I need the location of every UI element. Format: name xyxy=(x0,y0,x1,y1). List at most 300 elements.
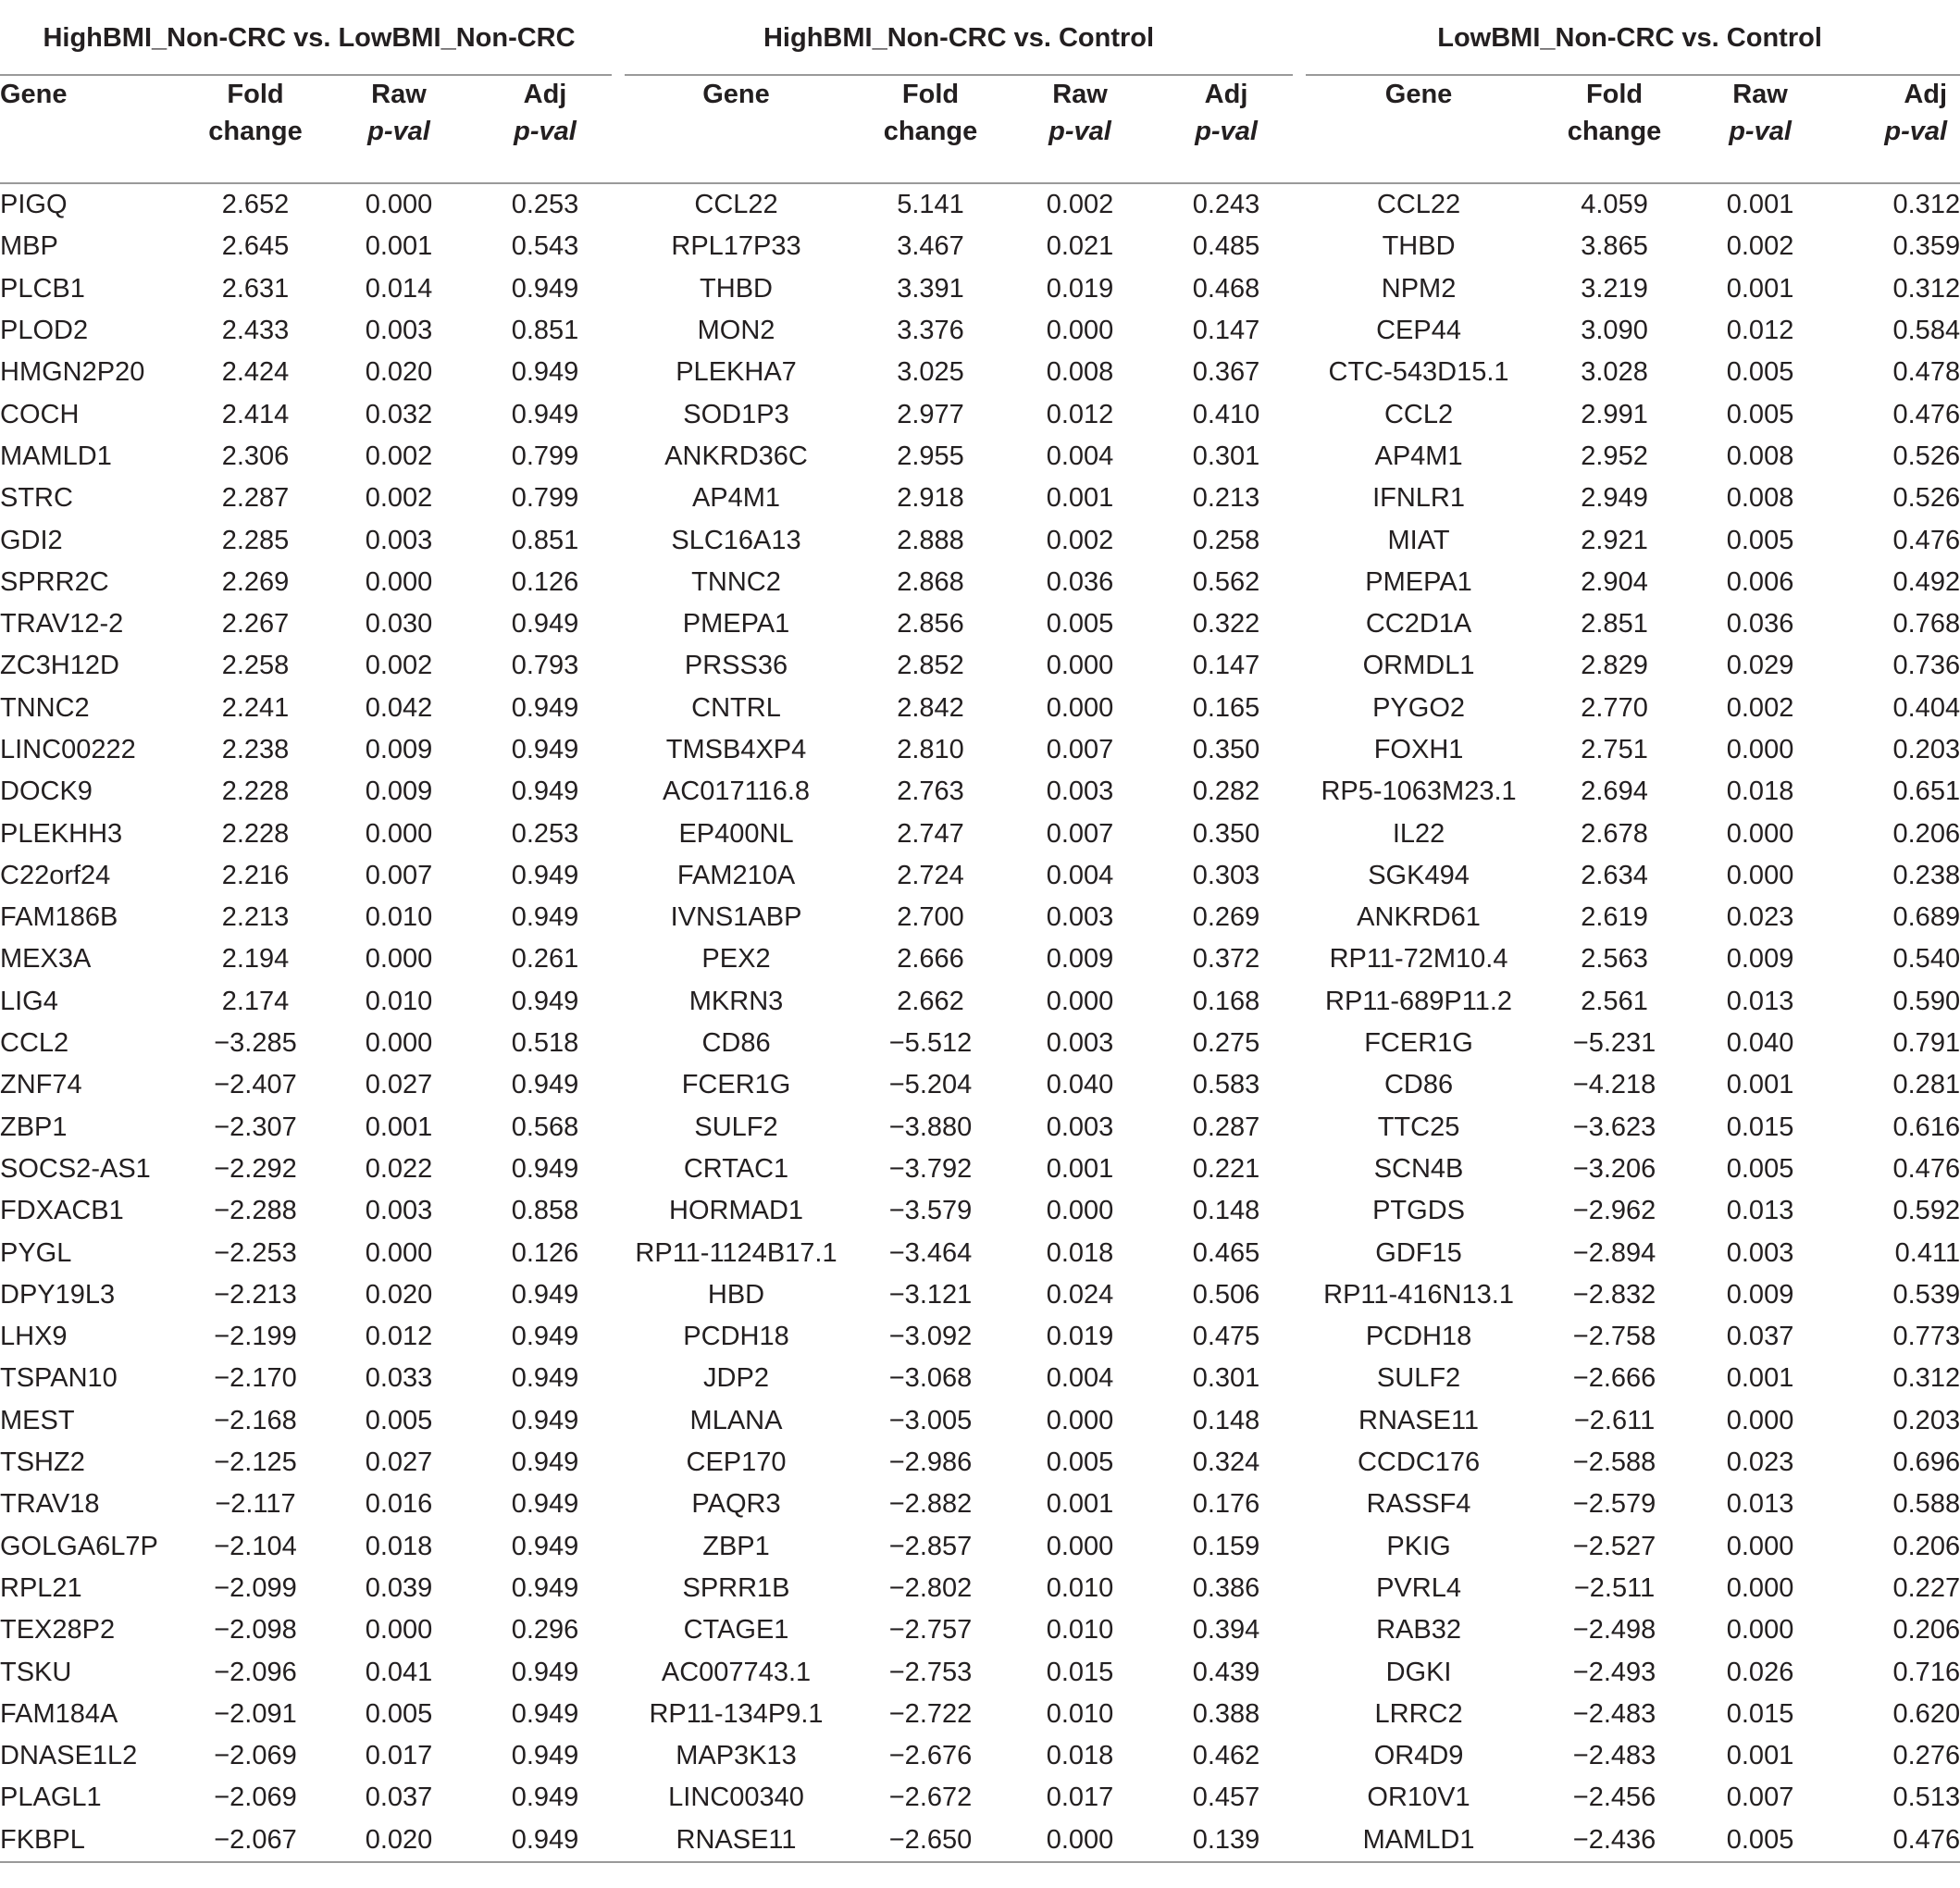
adj-pval-cell: 0.949 xyxy=(511,735,579,764)
adj-pval-cell: 0.312 xyxy=(1892,190,1960,220)
fold-change-cell: 2.952 xyxy=(1581,441,1648,471)
gene-cell: FDXACB1 xyxy=(0,1196,124,1226)
fold-change-cell: −2.650 xyxy=(854,1820,1007,1862)
raw-pval-cell: 0.014 xyxy=(365,273,433,304)
gene-cell: ZC3H12D xyxy=(0,651,119,681)
fold-change-cell: 3.865 xyxy=(1581,231,1648,262)
adj-pval-cell: 0.372 xyxy=(1192,944,1260,975)
adj-pval-column-header: Adj p-val xyxy=(1830,76,1960,183)
fold-change-cell: −2.832 xyxy=(1572,1279,1656,1310)
fold-change-cell: 2.842 xyxy=(897,692,964,723)
raw-pval-cell: 0.000 xyxy=(1046,692,1114,723)
table-row xyxy=(0,981,1960,1023)
fold-change-cell: −5.204 xyxy=(888,1070,973,1100)
fold-change-cell: −2.292 xyxy=(214,1153,297,1184)
adj-pval-cell: 0.126 xyxy=(511,566,579,597)
column-header-row xyxy=(0,76,1960,183)
adj-pval-cell: 0.526 xyxy=(1892,483,1960,514)
adj-pval-cell: 0.949 xyxy=(511,1741,579,1771)
adj-pval-cell: 0.949 xyxy=(511,1070,579,1100)
adj-pval-cell: 0.206 xyxy=(1892,1615,1960,1646)
raw-pval-cell: 0.040 xyxy=(1726,1028,1794,1059)
raw-pval-cell: 0.004 xyxy=(1046,1363,1114,1394)
gene-cell: TRAV12-2 xyxy=(0,609,124,640)
fold-change-cell: 2.561 xyxy=(1581,986,1648,1016)
gene-cell: TSPAN10 xyxy=(0,1363,118,1394)
gene-cell: CD86 xyxy=(701,1028,771,1059)
adj-pval-cell: 0.203 xyxy=(1892,735,1960,764)
gene-cell: PTGDS xyxy=(1372,1196,1465,1226)
adj-pval-column-header: Adj p-val xyxy=(1153,76,1299,183)
fold-change-cell: 3.025 xyxy=(897,357,964,388)
gene-cell: SPRR1B xyxy=(682,1572,790,1603)
comparison-header-row xyxy=(0,0,1960,76)
fold-change-cell: 2.868 xyxy=(897,566,964,597)
raw-pval-cell: 0.003 xyxy=(365,525,433,555)
fold-change-cell: −2.986 xyxy=(888,1447,973,1478)
adj-pval-cell: 0.282 xyxy=(1192,776,1260,807)
adj-pval-cell: 0.485 xyxy=(1192,231,1260,262)
gene-cell: RAB32 xyxy=(1376,1615,1461,1646)
adj-pval-cell: 0.568 xyxy=(511,1112,579,1142)
gene-cell: DPY19L3 xyxy=(0,1279,116,1310)
fold-change-cell: −2.125 xyxy=(214,1447,297,1478)
raw-pval-cell: 0.001 xyxy=(1046,1153,1114,1184)
gene-cell: TEX28P2 xyxy=(0,1615,116,1646)
gene-cell: PAQR3 xyxy=(691,1489,781,1520)
table-row xyxy=(0,1400,1960,1442)
gene-cell: CRTAC1 xyxy=(683,1153,789,1184)
raw-pval-cell: 0.009 xyxy=(365,776,433,807)
raw-pval-cell: 0.006 xyxy=(1726,566,1794,597)
gene-cell: MAMLD1 xyxy=(0,441,112,471)
adj-pval-cell: 0.476 xyxy=(1892,525,1960,555)
table-row xyxy=(0,1064,1960,1106)
fold-change-cell: 2.652 xyxy=(221,190,290,220)
gene-cell: PLAGL1 xyxy=(0,1782,102,1813)
raw-pval-cell: 0.020 xyxy=(365,1279,433,1310)
gene-cell: SULF2 xyxy=(694,1112,778,1142)
fold-change-column-header: Fold change xyxy=(1538,76,1691,183)
gene-cell: CNTRL xyxy=(691,692,781,723)
adj-pval-cell: 0.949 xyxy=(511,609,579,640)
adj-pval-cell: 0.492 xyxy=(1892,566,1960,597)
gene-cell: FAM184A xyxy=(0,1698,118,1729)
raw-pval-cell: 0.004 xyxy=(1046,860,1114,890)
adj-pval-cell: 0.394 xyxy=(1192,1615,1260,1646)
fold-change-cell: 2.631 xyxy=(221,273,290,304)
raw-pval-cell: 0.002 xyxy=(365,651,433,681)
raw-pval-cell: 0.000 xyxy=(1726,1531,1794,1561)
gene-cell: C22orf24 xyxy=(0,860,111,890)
table-row xyxy=(0,183,1960,226)
fold-change-cell: 2.238 xyxy=(221,735,290,764)
adj-pval-cell: 0.949 xyxy=(511,1698,579,1729)
raw-pval-cell: 0.027 xyxy=(365,1447,433,1478)
raw-pval-cell: 0.005 xyxy=(1691,1820,1830,1862)
raw-pval-cell: 0.000 xyxy=(1046,986,1114,1016)
fold-change-cell: 4.059 xyxy=(1581,190,1648,220)
gene-cell: CTC-543D15.1 xyxy=(1328,357,1509,388)
table-row xyxy=(0,645,1960,687)
fold-change-cell: 2.949 xyxy=(1581,483,1648,514)
gene-cell: SGK494 xyxy=(1368,860,1470,890)
adj-pval-cell: 0.221 xyxy=(1192,1153,1260,1184)
gene-cell: SPRR2C xyxy=(0,566,109,597)
adj-pval-cell: 0.949 xyxy=(511,1782,579,1813)
adj-pval-cell: 0.949 xyxy=(511,1153,579,1184)
fold-change-cell: −2.199 xyxy=(214,1322,297,1352)
adj-pval-cell: 0.238 xyxy=(1892,860,1960,890)
fold-change-cell: 2.645 xyxy=(221,231,290,262)
fold-change-cell: 2.619 xyxy=(1581,902,1648,933)
gene-cell: PCDH18 xyxy=(683,1322,789,1352)
raw-pval-cell: 0.000 xyxy=(1726,818,1794,849)
raw-pval-cell: 0.002 xyxy=(1726,231,1794,262)
fold-change-cell: 2.700 xyxy=(897,902,964,933)
fold-change-cell: −4.218 xyxy=(1572,1070,1656,1100)
adj-pval-cell: 0.583 xyxy=(1192,1070,1260,1100)
adj-pval-cell: 0.206 xyxy=(1892,1531,1960,1561)
raw-pval-cell: 0.013 xyxy=(1726,1489,1794,1520)
gene-cell: LHX9 xyxy=(0,1322,68,1352)
gene-cell: TNNC2 xyxy=(0,692,90,723)
raw-pval-cell: 0.000 xyxy=(365,1237,433,1268)
table-row xyxy=(0,226,1960,267)
adj-pval-cell: 0.227 xyxy=(1892,1572,1960,1603)
adj-pval-cell: 0.386 xyxy=(1192,1572,1260,1603)
gene-cell: CEP44 xyxy=(1376,316,1461,346)
table-row xyxy=(0,855,1960,897)
gene-cell: AC007743.1 xyxy=(661,1657,812,1687)
raw-pval-cell: 0.010 xyxy=(1046,1572,1114,1603)
raw-pval-cell: 0.010 xyxy=(1046,1615,1114,1646)
raw-pval-cell: 0.021 xyxy=(1046,231,1114,262)
gene-cell: RP11-134P9.1 xyxy=(649,1698,824,1729)
adj-pval-cell: 0.949 xyxy=(511,1489,579,1520)
gene-cell: ORMDL1 xyxy=(1362,651,1475,681)
raw-pval-cell: 0.013 xyxy=(1726,986,1794,1016)
fold-change-cell: 2.287 xyxy=(221,483,290,514)
raw-pval-cell: 0.004 xyxy=(1046,441,1114,471)
adj-pval-cell: 0.540 xyxy=(1892,944,1960,975)
table-row xyxy=(0,1568,1960,1609)
adj-pval-cell: 0.799 xyxy=(511,441,579,471)
fold-change-cell: 2.991 xyxy=(1581,399,1648,429)
raw-pval-cell: 0.008 xyxy=(1726,441,1794,471)
raw-pval-cell: 0.000 xyxy=(1726,1572,1794,1603)
raw-pval-cell: 0.003 xyxy=(1046,776,1114,807)
adj-pval-cell: 0.949 xyxy=(511,860,579,890)
adj-pval-cell: 0.476 xyxy=(1892,399,1960,429)
adj-pval-cell: 0.949 xyxy=(511,902,579,933)
fold-change-cell: 2.433 xyxy=(221,316,290,346)
raw-pval-cell: 0.005 xyxy=(365,1405,433,1435)
table-row xyxy=(0,268,1960,310)
gene-cell: IFNLR1 xyxy=(1372,483,1465,514)
gene-cell: CCL22 xyxy=(694,190,778,220)
adj-pval-cell: 0.768 xyxy=(1892,609,1960,640)
raw-pval-cell: 0.005 xyxy=(1726,399,1794,429)
adj-pval-cell: 0.359 xyxy=(1892,231,1960,262)
gene-cell: ZNF74 xyxy=(0,1070,82,1100)
gene-cell: DOCK9 xyxy=(0,776,93,807)
table-row xyxy=(0,603,1960,645)
fold-change-cell: 3.028 xyxy=(1581,357,1648,388)
table-row xyxy=(0,1735,1960,1777)
raw-pval-cell: 0.018 xyxy=(1726,776,1794,807)
adj-pval-cell: 0.139 xyxy=(1153,1820,1299,1862)
gene-cell: LINC00340 xyxy=(668,1782,804,1813)
comparison-header: HighBMI_Non-CRC vs. Control xyxy=(618,0,1299,76)
adj-pval-cell: 0.275 xyxy=(1192,1028,1260,1059)
gene-cell: LIG4 xyxy=(0,986,58,1016)
adj-pval-cell: 0.203 xyxy=(1892,1405,1960,1435)
fold-change-cell: 2.258 xyxy=(221,651,290,681)
fold-change-cell: 2.851 xyxy=(1581,609,1648,640)
raw-pval-cell: 0.023 xyxy=(1726,902,1794,933)
raw-pval-cell: 0.001 xyxy=(1046,1489,1114,1520)
raw-pval-cell: 0.009 xyxy=(1046,944,1114,975)
raw-pval-cell: 0.010 xyxy=(365,986,433,1016)
adj-pval-cell: 0.949 xyxy=(511,357,579,388)
adj-pval-cell: 0.506 xyxy=(1192,1279,1260,1310)
gene-cell: RASSF4 xyxy=(1366,1489,1471,1520)
raw-pval-cell: 0.012 xyxy=(365,1322,433,1352)
adj-pval-cell: 0.312 xyxy=(1892,1363,1960,1394)
gene-cell: NPM2 xyxy=(1381,273,1457,304)
fold-change-cell: −2.456 xyxy=(1572,1782,1656,1813)
raw-pval-cell: 0.000 xyxy=(365,190,433,220)
adj-pval-cell: 0.590 xyxy=(1892,986,1960,1016)
gene-cell: FCER1G xyxy=(1364,1028,1473,1059)
raw-pval-cell: 0.010 xyxy=(365,902,433,933)
fold-change-cell: −5.512 xyxy=(888,1028,973,1059)
adj-pval-column-header: Adj p-val xyxy=(472,76,618,183)
adj-pval-cell: 0.322 xyxy=(1192,609,1260,640)
fold-change-cell: −5.231 xyxy=(1572,1028,1656,1059)
adj-pval-cell: 0.949 xyxy=(511,1447,579,1478)
raw-pval-cell: 0.040 xyxy=(1046,1070,1114,1100)
gene-cell: ANKRD36C xyxy=(664,441,808,471)
table-row xyxy=(0,897,1960,938)
raw-pval-cell: 0.042 xyxy=(365,692,433,723)
gene-cell: CTAGE1 xyxy=(683,1615,789,1646)
fold-change-cell: −2.483 xyxy=(1572,1698,1656,1729)
fold-change-cell: −2.096 xyxy=(214,1657,297,1687)
comparison-header: HighBMI_Non-CRC vs. LowBMI_Non-CRC xyxy=(0,0,618,76)
gene-cell: SOD1P3 xyxy=(683,399,789,429)
fold-change-cell: 3.376 xyxy=(897,316,964,346)
raw-pval-cell: 0.008 xyxy=(1046,357,1114,388)
fold-change-cell: 2.285 xyxy=(221,525,290,555)
adj-pval-cell: 0.213 xyxy=(1192,483,1260,514)
adj-pval-cell: 0.296 xyxy=(511,1615,579,1646)
gene-cell: CC2D1A xyxy=(1365,609,1472,640)
gene-cell: IVNS1ABP xyxy=(670,902,802,933)
raw-pval-cell: 0.020 xyxy=(326,1820,472,1862)
gene-cell: PYGL xyxy=(0,1237,72,1268)
table-row xyxy=(0,1358,1960,1399)
raw-pval-cell: 0.000 xyxy=(365,818,433,849)
fold-change-cell: −2.753 xyxy=(888,1657,973,1687)
adj-pval-cell: 0.261 xyxy=(511,944,579,975)
raw-pval-cell: 0.000 xyxy=(1046,1531,1114,1561)
table-row xyxy=(0,1190,1960,1232)
raw-pval-cell: 0.013 xyxy=(1726,1196,1794,1226)
table-row xyxy=(0,1442,1960,1484)
gene-cell: TSHZ2 xyxy=(0,1447,85,1478)
gene-cell: ZBP1 xyxy=(0,1112,68,1142)
gene-cell: THBD xyxy=(700,273,773,304)
fold-change-cell: −2.288 xyxy=(214,1196,297,1226)
table-row xyxy=(0,436,1960,478)
raw-pval-cell: 0.009 xyxy=(1726,1279,1794,1310)
adj-pval-cell: 0.949 xyxy=(511,986,579,1016)
gene-cell: RNASE11 xyxy=(1358,1405,1480,1435)
gene-cell: JDP2 xyxy=(703,1363,769,1394)
adj-pval-cell: 0.287 xyxy=(1192,1112,1260,1142)
gene-cell: SLC16A13 xyxy=(671,525,801,555)
table-row xyxy=(0,1777,1960,1819)
adj-pval-cell: 0.620 xyxy=(1892,1698,1960,1729)
gene-cell: PLCB1 xyxy=(0,273,85,304)
raw-pval-cell: 0.002 xyxy=(365,483,433,514)
fold-change-cell: 2.228 xyxy=(221,776,290,807)
gene-cell: SOCS2-AS1 xyxy=(0,1153,151,1184)
gene-cell: MEST xyxy=(0,1405,75,1435)
gene-cell: RP5-1063M23.1 xyxy=(1321,776,1517,807)
adj-pval-cell: 0.148 xyxy=(1192,1405,1260,1435)
gene-cell: PCDH18 xyxy=(1365,1322,1472,1352)
raw-pval-cell: 0.007 xyxy=(365,860,433,890)
gene-cell: HMGN2P20 xyxy=(0,357,145,388)
adj-pval-cell: 0.312 xyxy=(1892,273,1960,304)
fold-change-cell: 3.467 xyxy=(897,231,964,262)
adj-pval-cell: 0.301 xyxy=(1192,1363,1260,1394)
adj-pval-cell: 0.696 xyxy=(1892,1447,1960,1478)
adj-pval-cell: 0.949 xyxy=(511,1572,579,1603)
gene-cell: MAMLD1 xyxy=(1299,1820,1538,1862)
fold-change-cell: 2.269 xyxy=(221,566,290,597)
fold-change-cell: −2.498 xyxy=(1572,1615,1656,1646)
fold-change-cell: −2.069 xyxy=(214,1782,297,1813)
fold-change-cell: −2.579 xyxy=(1572,1489,1656,1520)
gene-cell: MAP3K13 xyxy=(676,1741,797,1771)
raw-pval-cell: 0.017 xyxy=(1046,1782,1114,1813)
fold-change-cell: −3.068 xyxy=(888,1363,973,1394)
fold-change-cell: −2.666 xyxy=(1572,1363,1656,1394)
table-row xyxy=(0,729,1960,771)
raw-pval-cell: 0.003 xyxy=(1046,1028,1114,1059)
fold-change-cell: −3.623 xyxy=(1572,1112,1656,1142)
adj-pval-cell: 0.147 xyxy=(1192,651,1260,681)
fold-change-cell: −3.206 xyxy=(1572,1153,1656,1184)
raw-pval-cell: 0.002 xyxy=(365,441,433,471)
fold-change-cell: −2.099 xyxy=(214,1572,297,1603)
adj-pval-cell: 0.350 xyxy=(1192,735,1260,764)
gene-cell: TSKU xyxy=(0,1657,72,1687)
raw-pval-cell: 0.036 xyxy=(1046,566,1114,597)
raw-pval-cell: 0.003 xyxy=(1726,1237,1794,1268)
raw-pval-cell: 0.001 xyxy=(1726,190,1794,220)
adj-pval-cell: 0.388 xyxy=(1192,1698,1260,1729)
gene-cell: EP400NL xyxy=(678,818,794,849)
fold-change-cell: −2.104 xyxy=(214,1531,297,1561)
adj-pval-cell: 0.949 xyxy=(511,1657,579,1687)
fold-change-cell: 3.391 xyxy=(897,273,964,304)
gene-cell: THBD xyxy=(1382,231,1456,262)
adj-pval-cell: 0.462 xyxy=(1192,1741,1260,1771)
fold-change-cell: 2.216 xyxy=(221,860,290,890)
adj-pval-cell: 0.562 xyxy=(1192,566,1260,597)
adj-pval-cell: 0.791 xyxy=(1892,1028,1960,1059)
adj-pval-cell: 0.716 xyxy=(1892,1657,1960,1687)
fold-change-cell: −2.511 xyxy=(1573,1572,1656,1603)
fold-change-cell: −2.407 xyxy=(214,1070,297,1100)
adj-pval-cell: 0.513 xyxy=(1892,1782,1960,1813)
gene-cell: STRC xyxy=(0,483,73,514)
raw-pval-cell: 0.000 xyxy=(1726,1615,1794,1646)
raw-pval-cell: 0.033 xyxy=(365,1363,433,1394)
fold-change-cell: 2.904 xyxy=(1581,566,1648,597)
gene-column-header: Gene xyxy=(618,76,854,183)
raw-pval-cell: 0.015 xyxy=(1046,1657,1114,1687)
fold-change-cell: −2.588 xyxy=(1572,1447,1656,1478)
gene-cell: TNNC2 xyxy=(691,566,781,597)
gene-cell: PYGO2 xyxy=(1372,692,1466,723)
table-row xyxy=(0,352,1960,393)
gene-cell: PKIG xyxy=(1386,1531,1451,1561)
raw-pval-column-header: Raw p-val xyxy=(326,76,472,183)
fold-change-cell: 2.955 xyxy=(897,441,964,471)
adj-pval-cell: 0.539 xyxy=(1892,1279,1960,1310)
raw-pval-cell: 0.024 xyxy=(1046,1279,1114,1310)
adj-pval-cell: 0.851 xyxy=(511,316,579,346)
adj-pval-cell: 0.165 xyxy=(1192,692,1260,723)
table-row xyxy=(0,393,1960,435)
gene-cell: CCL2 xyxy=(0,1028,69,1059)
adj-pval-cell: 0.439 xyxy=(1192,1657,1260,1687)
adj-pval-cell: 0.949 xyxy=(472,1820,618,1862)
raw-pval-cell: 0.037 xyxy=(365,1782,433,1813)
fold-change-cell: 2.763 xyxy=(897,776,964,807)
adj-pval-cell: 0.410 xyxy=(1192,399,1260,429)
adj-pval-cell: 0.411 xyxy=(1894,1237,1960,1268)
adj-pval-cell: 0.159 xyxy=(1192,1531,1260,1561)
gene-cell: GDI2 xyxy=(0,525,63,555)
table-row xyxy=(0,478,1960,519)
raw-pval-cell: 0.001 xyxy=(1726,1363,1794,1394)
fold-change-cell: −3.121 xyxy=(888,1279,973,1310)
gene-cell: FOXH1 xyxy=(1373,735,1464,764)
gene-cell: CEP170 xyxy=(686,1447,787,1478)
fold-change-cell: −2.676 xyxy=(888,1741,973,1771)
raw-pval-cell: 0.027 xyxy=(365,1070,433,1100)
raw-pval-cell: 0.002 xyxy=(1046,190,1114,220)
fold-change-cell: 2.724 xyxy=(897,860,964,890)
raw-pval-cell: 0.012 xyxy=(1046,399,1114,429)
raw-pval-cell: 0.036 xyxy=(1726,609,1794,640)
gene-column-header: Gene xyxy=(0,76,185,183)
fold-change-cell: 2.747 xyxy=(897,818,964,849)
gene-cell: PLOD2 xyxy=(0,316,89,346)
adj-pval-cell: 0.588 xyxy=(1892,1489,1960,1520)
adj-pval-cell: 0.468 xyxy=(1192,273,1260,304)
fold-change-cell: 2.678 xyxy=(1581,818,1648,849)
adj-pval-cell: 0.176 xyxy=(1192,1489,1260,1520)
adj-pval-cell: 0.367 xyxy=(1192,357,1260,388)
